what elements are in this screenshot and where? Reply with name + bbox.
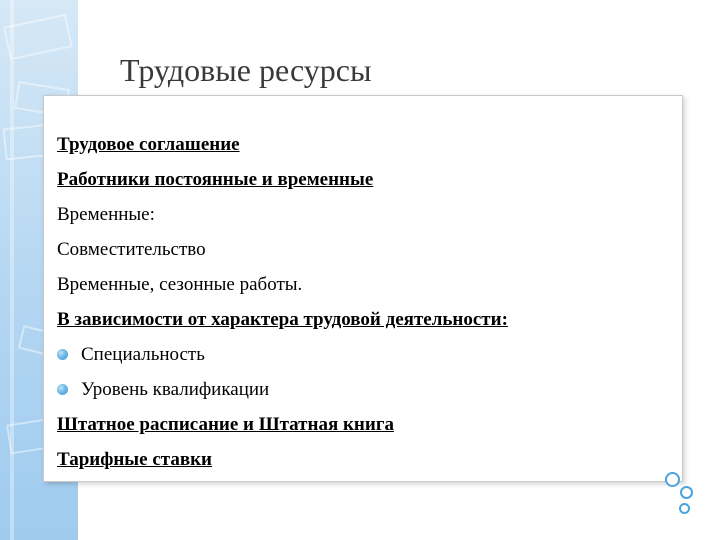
slide-title: Трудовые ресурсы (120, 52, 372, 88)
bullet-dot-icon (57, 384, 68, 395)
bullet-item-label: Специальность (81, 344, 205, 365)
bullet-dot-icon (57, 349, 68, 360)
content-line-by-activity: В зависимости от характера трудовой деятельности: (57, 309, 508, 330)
content-line-temporary: Временные: (57, 204, 155, 225)
content-line-tariff-rates: Тарифные ставки (57, 449, 212, 470)
content-line-part-time: Совместительство (57, 239, 206, 260)
ring-decoration (680, 486, 693, 499)
ring-decoration (665, 472, 680, 487)
content-line-workers: Работники постоянные и временные (57, 169, 374, 190)
content-line-staff-schedule: Штатное расписание и Штатная книга (57, 414, 394, 435)
bullet-item-specialty (57, 337, 682, 372)
content-line-labor-agreement: Трудовое соглашение (57, 134, 240, 155)
content-line-seasonal: Временные, сезонные работы. (57, 274, 303, 295)
side-stripe-decoration (10, 0, 14, 540)
bullet-item-qualification (57, 372, 682, 407)
bullet-item-label: Уровень квалификации (81, 379, 270, 400)
ring-decoration (679, 503, 690, 514)
content-box (43, 95, 683, 482)
